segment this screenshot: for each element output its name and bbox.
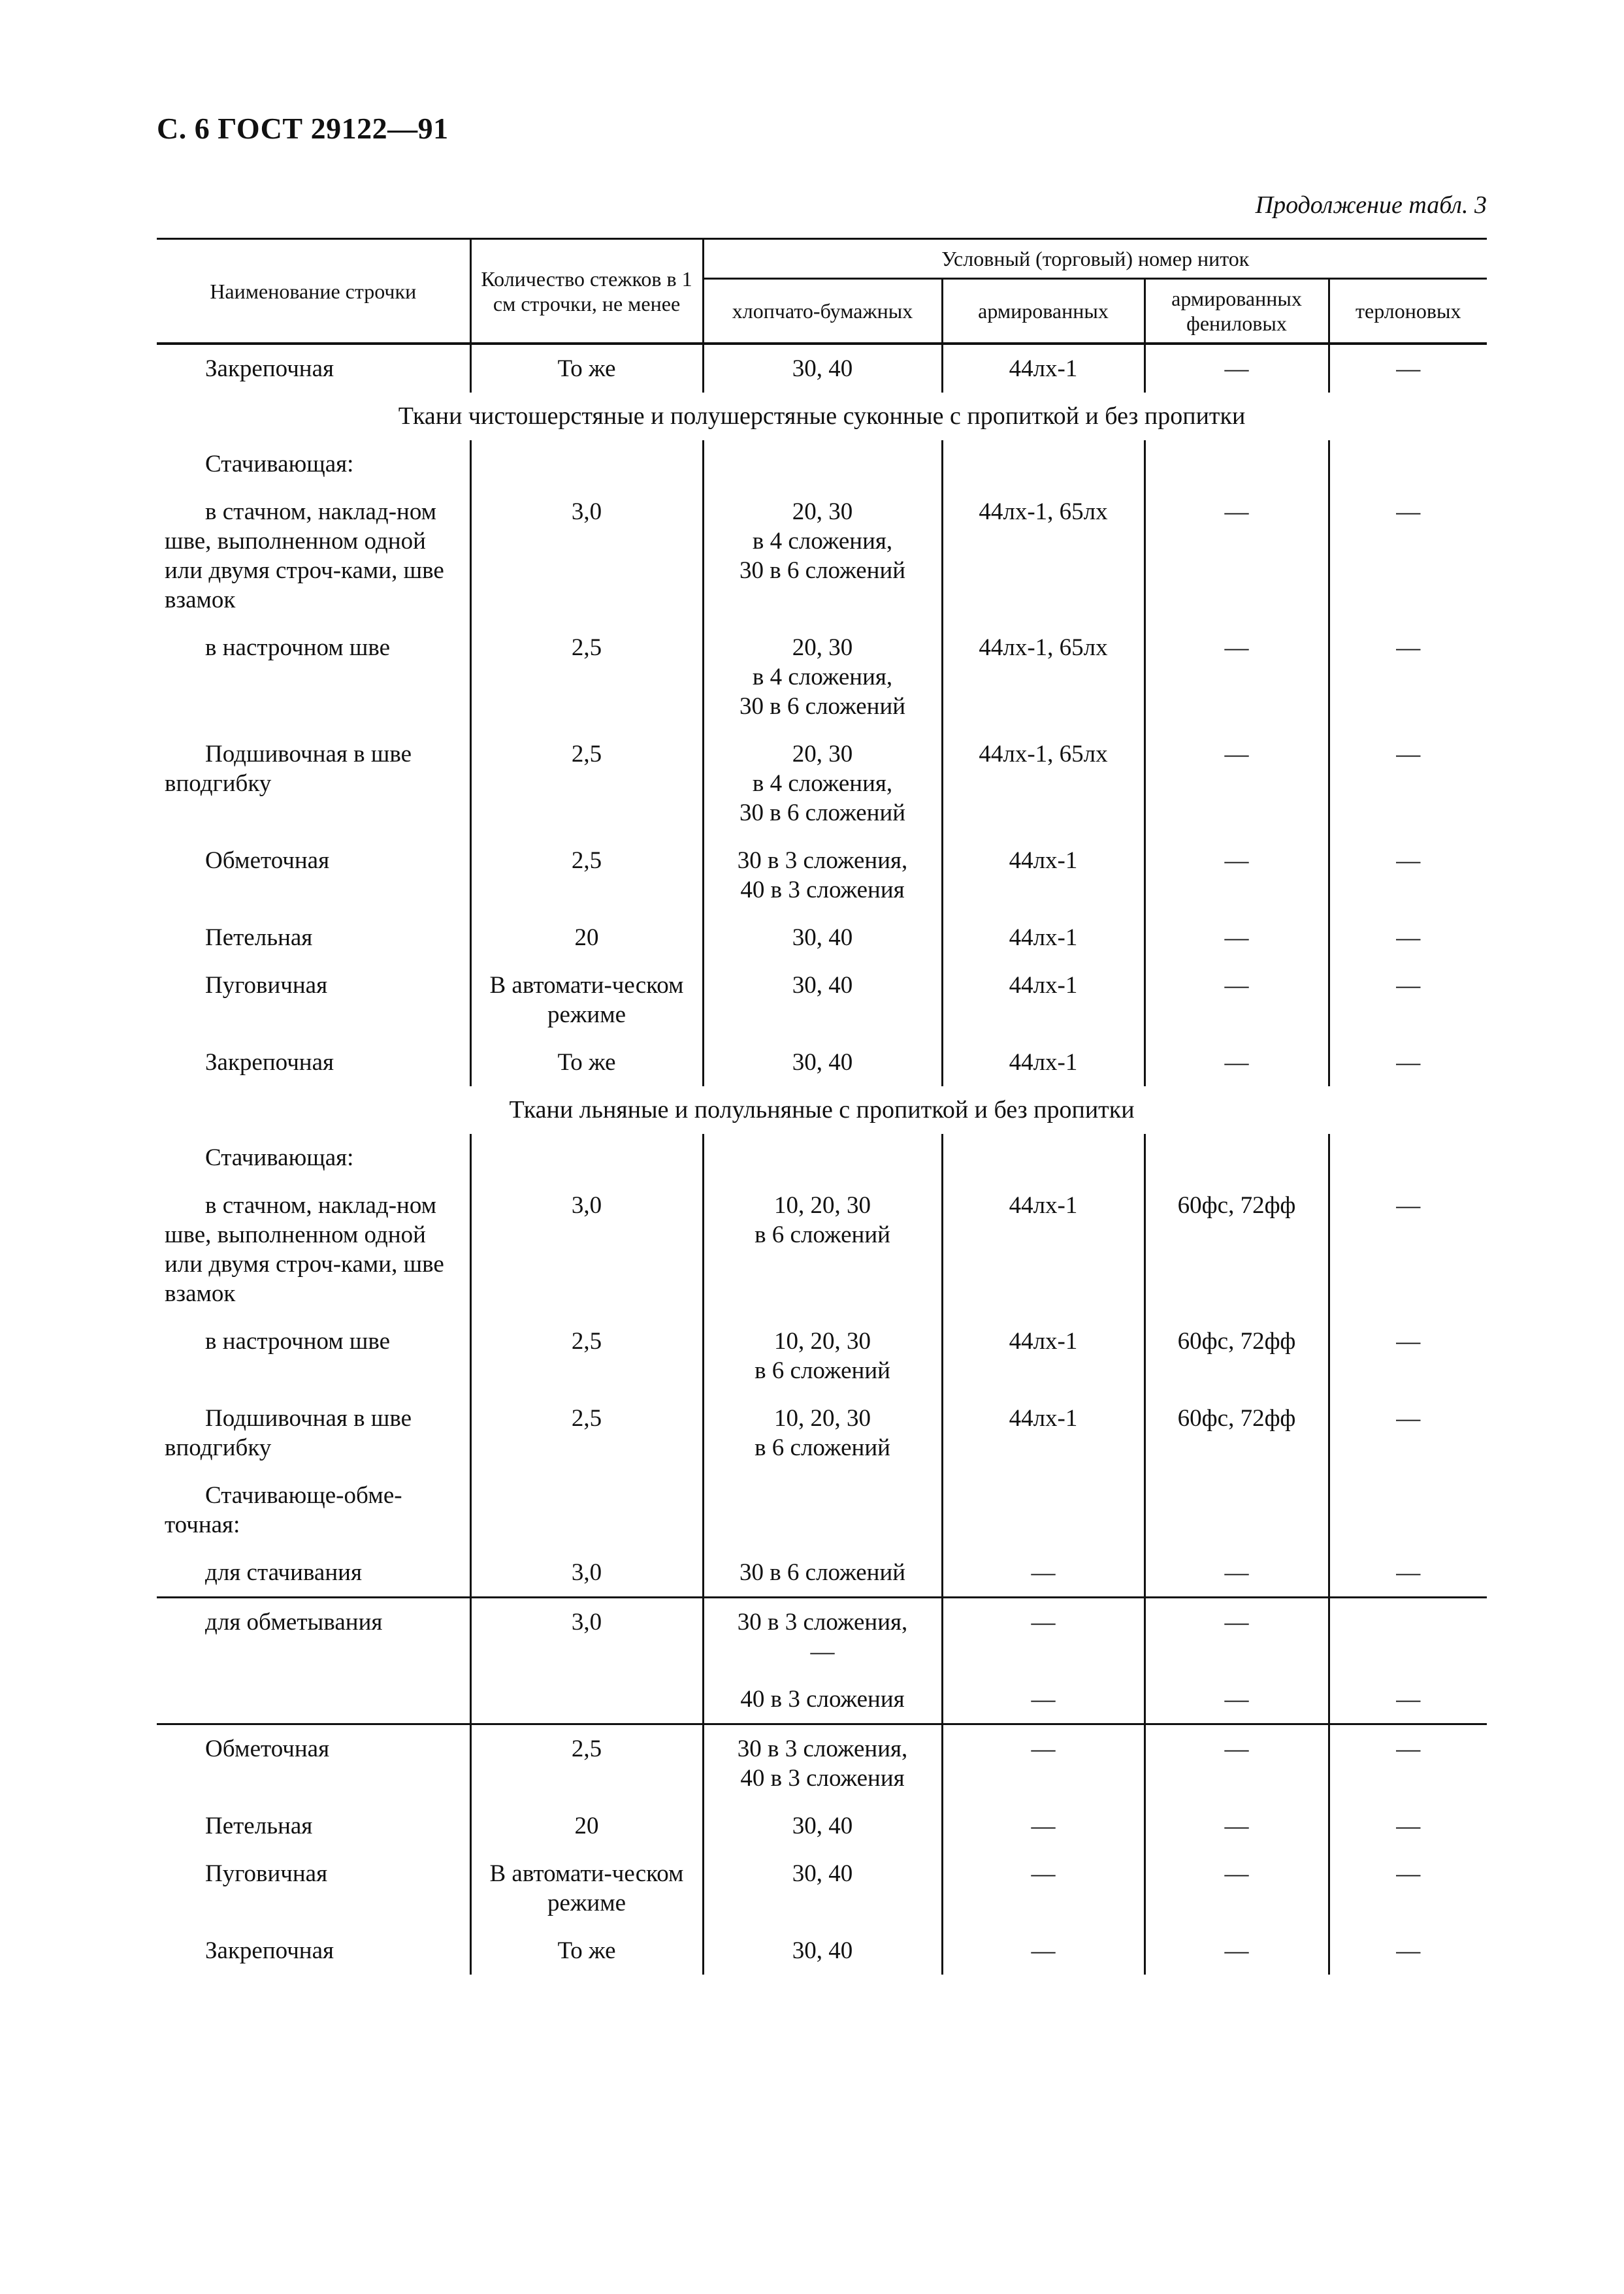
cotton-thread-cell [703,914,942,961]
page-title: С. 6 ГОСТ 29122—91 [157,112,449,145]
cotton-thread-cell [703,1039,942,1086]
cotton-thread-line: 20, 30 [792,741,853,767]
cotton-thread-line: 30, 40 [792,1937,853,1964]
table-row [157,1724,1487,1803]
table-row [157,1182,1487,1317]
cotton-thread-line: 40 в 3 сложения [740,877,905,903]
armored-thread-cell: 44лх-1 [942,961,1145,1039]
stitch-name-cell: для обметывания [157,1598,470,1676]
cotton-thread-cell [703,488,942,624]
armored-fenil-thread-cell: — [1145,1549,1329,1598]
table-row [157,730,1487,837]
cotton-thread-cell [703,440,942,488]
table-row [157,914,1487,961]
cotton-thread-cell [703,1927,942,1975]
cotton-thread-line: 10, 20, 30 [774,1192,871,1219]
stitch-count-cell: То же [470,1039,703,1086]
armored-thread-cell: 44лх-1 [942,1182,1145,1317]
stitch-name-cell: Пуговичная [205,972,328,999]
cotton-thread-line: 30, 40 [792,1860,853,1887]
terlon-thread-cell: — [1329,1724,1487,1803]
table-row [157,1927,1487,1975]
stitch-count-cell: 2,5 [470,730,703,837]
stitch-count-cell: 3,0 [470,488,703,624]
header-thread-number: Условный (торговый) номер ниток [703,239,1487,279]
terlon-thread-cell: — [1329,1549,1487,1598]
table-row [157,1395,1487,1472]
stitch-count-cell: В автомати-ческом режиме [470,961,703,1039]
section-heading-row [157,393,1487,440]
cotton-thread-line: 30 в 6 сложений [739,693,906,720]
table-row [157,1317,1487,1395]
armored-fenil-thread-cell [1145,1134,1329,1182]
cotton-thread-line: 40 в 3 сложения [740,1765,905,1792]
terlon-thread-cell: — [1329,837,1487,914]
stitch-name-cell: Подшивочная в шве вподгибку [165,1405,412,1461]
cotton-thread-line: 30, 40 [792,355,853,382]
cotton-thread-cell [703,1724,942,1803]
section-heading: Ткани льняные и полульняные с пропиткой и без пропитки [509,1096,1135,1123]
terlon-thread-cell [1329,1472,1487,1549]
terlon-thread-cell: — [1329,1802,1487,1850]
stitch-count-cell: 3,0 [470,1598,703,1676]
table-row [157,1675,1487,1724]
stitch-count-cell: 20 [470,914,703,961]
table-row [157,1039,1487,1086]
stitch-name-cell: Подшивочная в шве вподгибку [165,741,412,797]
header-armored-fenil: армированных фениловых [1145,279,1329,344]
section-heading: Ткани чистошерстяные и полушерстяные суконные с пропиткой и без пропитки [398,402,1246,430]
cotton-thread-cell [703,1675,942,1724]
stitch-count-cell: 2,5 [470,1317,703,1395]
header-armored: армированных [942,279,1145,344]
cotton-thread-line: в 4 сложения, [752,770,893,797]
armored-thread-cell: — [942,1598,1145,1676]
armored-fenil-thread-cell: — [1145,1675,1329,1724]
stitch-count-cell: 20 [470,1802,703,1850]
stitch-count-cell: 2,5 [470,1395,703,1472]
terlon-thread-cell: — [1329,914,1487,961]
cotton-thread-line: в 6 сложений [755,1357,890,1384]
terlon-thread-cell: — [1329,1395,1487,1472]
table-row [157,1850,1487,1927]
terlon-thread-cell: — [1329,961,1487,1039]
armored-fenil-thread-cell: — [1145,1724,1329,1803]
table-row [157,1134,1487,1182]
cotton-thread-cell [703,1549,942,1598]
terlon-thread-cell: — [1329,488,1487,624]
table-row [157,344,1487,393]
terlon-thread-cell [1329,1134,1487,1182]
header-stitch-count: Количество стежков в 1 см строчки, не менее [470,239,703,344]
stitch-count-cell: То же [470,1927,703,1975]
armored-thread-cell: 44лх-1 [942,1039,1145,1086]
cotton-thread-line: 10, 20, 30 [774,1405,871,1432]
stitch-count-cell: 3,0 [470,1549,703,1598]
cotton-thread-line: 30 в 3 сложения, [737,847,908,874]
armored-fenil-thread-cell [1145,1472,1329,1549]
armored-fenil-thread-cell: — [1145,1039,1329,1086]
stitch-count-cell [470,440,703,488]
table-row [157,1802,1487,1850]
stitch-count-cell [470,1675,703,1724]
cotton-thread-cell [703,1134,942,1182]
armored-thread-cell: 44лх-1 [942,914,1145,961]
table-row [157,440,1487,488]
cotton-thread-line: — [810,1638,835,1665]
stitch-count-cell [470,1134,703,1182]
cotton-thread-cell [703,624,942,730]
armored-thread-cell: — [942,1927,1145,1975]
cotton-thread-cell [703,1472,942,1549]
stitch-name-cell: Стачивающе-обме-точная: [165,1482,402,1538]
armored-fenil-thread-cell: — [1145,1850,1329,1927]
cotton-thread-line: 30 в 6 сложений [739,557,906,584]
table-continuation-note: Продолжение табл. 3 [1255,191,1487,219]
armored-fenil-thread-cell: 60фс, 72фф [1145,1182,1329,1317]
cotton-thread-line: 30, 40 [792,1813,853,1839]
stitch-name-cell: Закрепочная [205,1049,334,1076]
cotton-thread-line: в 6 сложений [755,1221,890,1248]
terlon-thread-cell: — [1329,1317,1487,1395]
terlon-thread-cell [1329,440,1487,488]
stitch-name-cell: в стачном, наклад-ном шве, выполненном одной или двумя строч-ками, шве взамок [165,1192,444,1307]
stitch-name-cell: в стачном, наклад-ном шве, выполненном одной или двумя строч-ками, шве взамок [165,498,444,613]
stitch-count-cell: 2,5 [470,837,703,914]
terlon-thread-cell: — [1329,1675,1487,1724]
stitch-name-cell: Петельная [205,1813,313,1839]
terlon-thread-cell: — [1329,1850,1487,1927]
header-stitch-name: Наименование строчки [157,239,470,344]
cotton-thread-line: 30 в 3 сложения, [737,1609,908,1636]
terlon-thread-cell [1329,1598,1487,1676]
armored-thread-cell [942,1134,1145,1182]
armored-fenil-thread-cell [1145,440,1329,488]
armored-thread-cell: 44лх-1, 65лх [942,730,1145,837]
stitch-name-cell: Пуговичная [205,1860,328,1887]
cotton-thread-cell [703,961,942,1039]
cotton-thread-line: в 4 сложения, [752,528,893,555]
terlon-thread-cell: — [1329,624,1487,730]
armored-thread-cell [942,1472,1145,1549]
stitch-count-cell [470,1472,703,1549]
stitch-name-cell: Закрепочная [205,355,334,382]
armored-thread-cell: 44лх-1 [942,1317,1145,1395]
armored-thread-cell: 44лх-1 [942,344,1145,393]
cotton-thread-line: 30 в 6 сложений [739,800,906,826]
cotton-thread-cell [703,1317,942,1395]
table-header [157,239,1487,344]
cotton-thread-line: 30, 40 [792,924,853,951]
armored-thread-cell: — [942,1675,1145,1724]
armored-thread-cell: — [942,1850,1145,1927]
cotton-thread-line: 30, 40 [792,1049,853,1076]
table-body [157,344,1487,1975]
table-row [157,837,1487,914]
armored-thread-cell: 44лх-1 [942,1395,1145,1472]
armored-fenil-thread-cell: 60фс, 72фф [1145,1395,1329,1472]
cotton-thread-cell [703,1598,942,1676]
stitch-name-cell: Обметочная [157,1724,470,1803]
armored-fenil-thread-cell: — [1145,914,1329,961]
armored-thread-cell: — [942,1549,1145,1598]
stitch-name-cell: в настрочном шве [205,634,391,661]
cotton-thread-cell [703,1395,942,1472]
armored-fenil-thread-cell: — [1145,1598,1329,1676]
cotton-thread-line: 20, 30 [792,634,853,661]
table-row [157,961,1487,1039]
armored-fenil-thread-cell: — [1145,837,1329,914]
table-row [157,488,1487,624]
cotton-thread-cell [703,344,942,393]
terlon-thread-cell: — [1329,1182,1487,1317]
stitch-name-cell: Стачивающая: [205,451,354,477]
armored-thread-cell: — [942,1724,1145,1803]
armored-fenil-thread-cell: — [1145,488,1329,624]
terlon-thread-cell: — [1329,1039,1487,1086]
header-cotton: хлопчато-бумажных [703,279,942,344]
terlon-thread-cell: — [1329,344,1487,393]
thread-specification-table [157,238,1487,1975]
cotton-thread-line: 30 в 6 сложений [739,1559,906,1586]
armored-fenil-thread-cell: — [1145,624,1329,730]
cotton-thread-cell [703,730,942,837]
stitch-count-cell: 3,0 [470,1182,703,1317]
stitch-name-cell [157,1675,470,1724]
cotton-thread-cell [703,1850,942,1927]
terlon-thread-cell: — [1329,730,1487,837]
armored-thread-cell: 44лх-1, 65лх [942,488,1145,624]
armored-fenil-thread-cell: — [1145,1802,1329,1850]
armored-fenil-thread-cell: 60фс, 72фф [1145,1317,1329,1395]
cotton-thread-line: 30, 40 [792,972,853,999]
stitch-count-cell: В автомати-ческом режиме [470,1850,703,1927]
armored-fenil-thread-cell: — [1145,730,1329,837]
armored-thread-cell: 44лх-1, 65лх [942,624,1145,730]
stitch-name-cell: для стачивания [205,1559,362,1586]
armored-fenil-thread-cell: — [1145,1927,1329,1975]
cotton-thread-line: 40 в 3 сложения [740,1686,905,1713]
stitch-count-cell: 2,5 [470,624,703,730]
stitch-name-cell: Стачивающая: [205,1144,354,1171]
armored-thread-cell [942,440,1145,488]
cotton-thread-line: 20, 30 [792,498,853,525]
armored-fenil-thread-cell: — [1145,344,1329,393]
header-terlon: терлоновых [1329,279,1487,344]
table-row [157,624,1487,730]
armored-thread-cell: — [942,1802,1145,1850]
cotton-thread-line: в 6 сложений [755,1434,890,1461]
table-row [157,1549,1487,1598]
table-row [157,1472,1487,1549]
section-heading-row [157,1086,1487,1134]
stitch-name-cell: Петельная [205,924,313,951]
stitch-name-cell: Обметочная [205,847,330,874]
armored-thread-cell: 44лх-1 [942,837,1145,914]
armored-fenil-thread-cell: — [1145,961,1329,1039]
terlon-thread-cell: — [1329,1927,1487,1975]
cotton-thread-line: 30 в 3 сложения, [737,1736,908,1762]
stitch-name-cell: в настрочном шве [205,1328,391,1355]
stitch-name-cell: Закрепочная [205,1937,334,1964]
table-row [157,1598,1487,1676]
cotton-thread-line: 10, 20, 30 [774,1328,871,1355]
cotton-thread-cell [703,1802,942,1850]
cotton-thread-cell [703,1182,942,1317]
cotton-thread-cell [703,837,942,914]
cotton-thread-line: в 4 сложения, [752,664,893,690]
stitch-count-cell: 2,5 [470,1724,703,1803]
stitch-count-cell: То же [470,344,703,393]
